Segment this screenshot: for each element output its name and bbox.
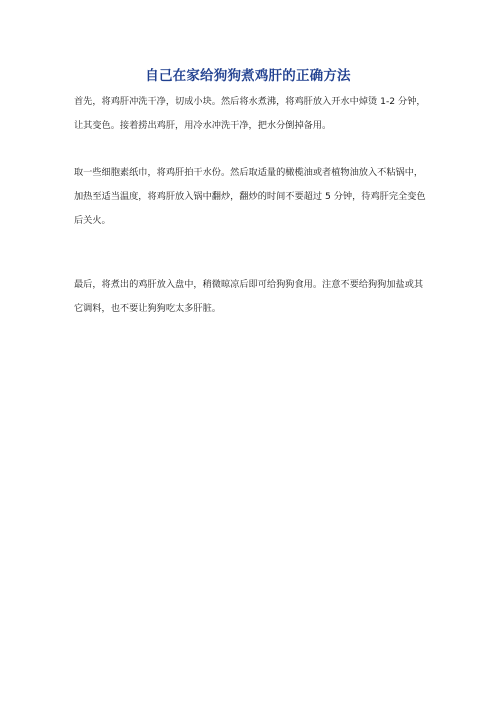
paragraph-1: 首先，将鸡肝冲洗干净，切成小块。然后将水煮沸，将鸡肝放入开水中焯烫 1-2 分钟，让其变色。接着捞出鸡肝，用冷水冲洗干净，把水分倒掉备用。 — [74, 96, 426, 131]
paragraph-2: 取一些细胞素纸巾，将鸡肝拍干水份。然后取适量的橄榄油或者植物油放入不粘锅中，加热至适当温度，将鸡肝放入锅中翻炒，翻炒的时间不要超过 5 分钟，待鸡肝完全变色后关火。 — [74, 167, 426, 226]
document-title: 自己在家给狗狗煮鸡肝的正确方法 — [145, 68, 351, 84]
paragraph-3: 最后，将煮出的鸡肝放入盘中，稍微晾凉后即可给狗狗食用。注意不要给狗狗加盐或其它调料，也不要让狗狗吃太多肝脏。 — [74, 279, 424, 314]
